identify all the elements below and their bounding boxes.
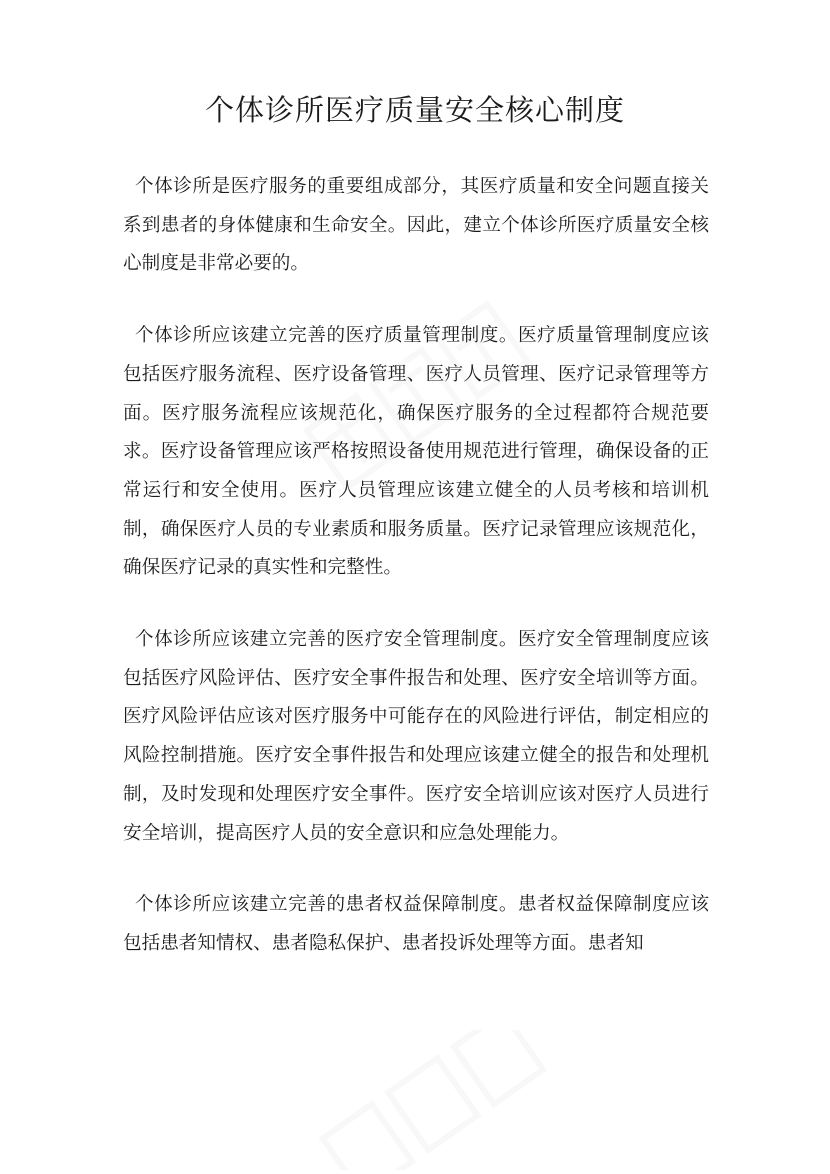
paragraph-quality-management: 个体诊所应该建立完善的医疗质量管理制度。医疗质量管理制度应该包括医疗服务流程、医疗设备管理、医疗人员管理、医疗记录管理等方面。医疗服务流程应该规范化，确保医疗服务的全过程都符合规范要求。医疗设备管理应该严格按照设备使用规范进行管理，确保设备的正常运行和安全使用。医疗人员管理应该建立健全的人员考核和培训机制，确保医疗人员的专业素质和服务质量。医疗记录管理应该规范化，确保医疗记录的真实性和完整性。: [123, 325, 709, 579]
document-body: [123, 168, 709, 997]
paragraph-safety-management: 个体诊所应该建立完善的医疗安全管理制度。医疗安全管理制度应该包括医疗风险评估、医疗安全事件报告和处理、医疗安全培训等方面。医疗风险评估应该对医疗服务中可能存在的风险进行评估，制定相应的风险控制措施。医疗安全事件报告和处理应该建立健全的报告和处理机制，及时发现和处理医疗安全事件。医疗安全培训应该对医疗人员进行安全培训，提高医疗人员的安全意识和应急处理能力。: [123, 629, 709, 844]
paragraph-intro: 个体诊所是医疗服务的重要组成部分，其医疗质量和安全问题直接关系到患者的身体健康和生命安全。因此，建立个体诊所医疗质量安全核心制度是非常必要的。: [123, 176, 709, 275]
watermark-stamp-icon: [300, 1030, 560, 1170]
paragraph-patient-rights: 个体诊所应该建立完善的患者权益保障制度。患者权益保障制度应该包括患者知情权、患者隐私保护、患者投诉处理等方面。患者知: [123, 894, 709, 954]
document-title: 个体诊所医疗质量安全核心制度: [204, 93, 625, 127]
